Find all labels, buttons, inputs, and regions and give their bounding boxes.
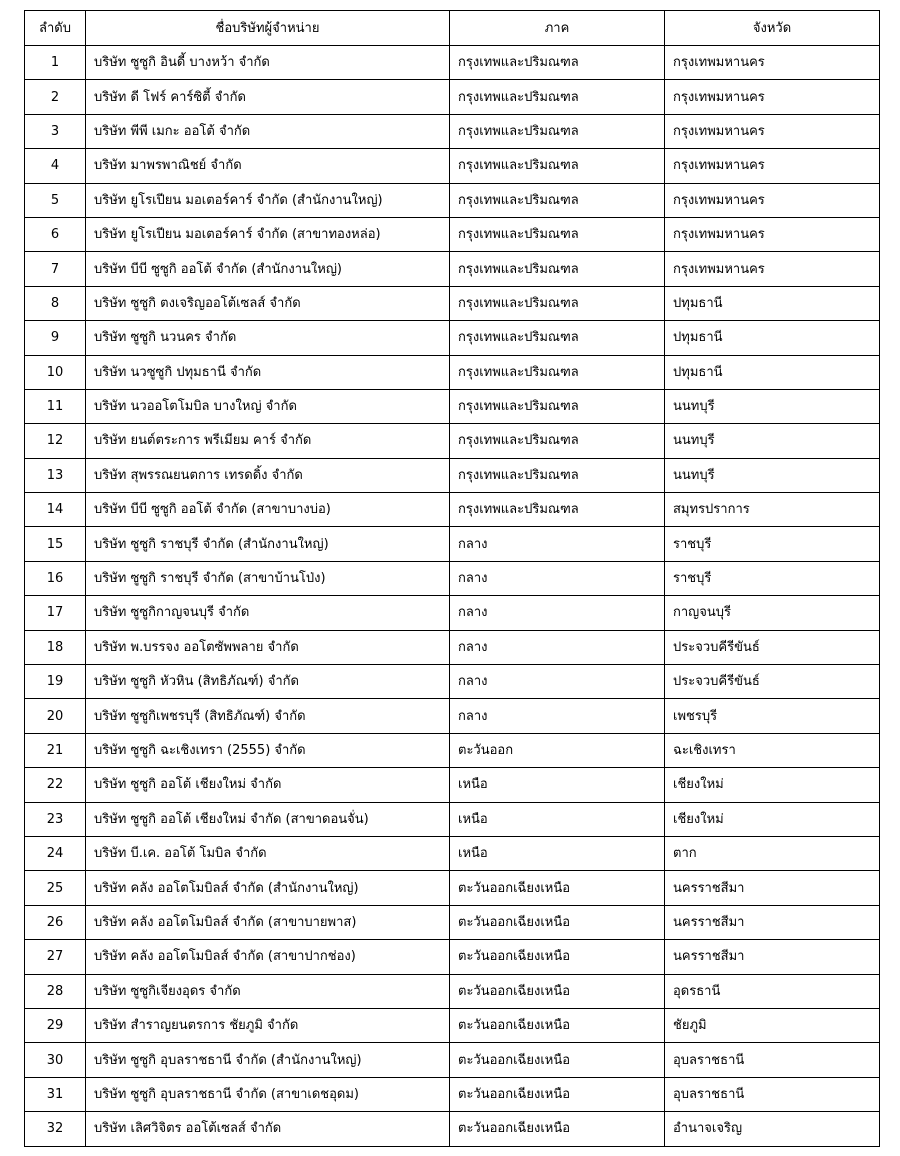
table-row <box>25 493 880 527</box>
cell-company-name: บริษัท ซูซูกิ ราชบุรี จำกัด (สาขาบ้านโป่ง) <box>86 561 450 595</box>
cell-region: กรุงเทพและปริมณฑล <box>450 355 665 389</box>
cell-province: นนทบุรี <box>665 389 880 423</box>
cell-province: นครราชสีมา <box>665 940 880 974</box>
table-row <box>25 80 880 114</box>
cell-province: กรุงเทพมหานคร <box>665 149 880 183</box>
cell-region: กรุงเทพและปริมณฑล <box>450 252 665 286</box>
cell-no: 7 <box>25 252 86 286</box>
cell-company-name: บริษัท ซูซูกิ ออโต้ เชียงใหม่ จำกัด <box>86 768 450 802</box>
table-row <box>25 802 880 836</box>
cell-company-name: บริษัท บีบี ซูซูกิ ออโต้ จำกัด (สาขาบางบ่อ) <box>86 493 450 527</box>
table-row <box>25 940 880 974</box>
cell-company-name: บริษัท ซูซูกิ ตงเจริญออโต้เซลส์ จำกัด <box>86 286 450 320</box>
table-row <box>25 1008 880 1042</box>
cell-region: ตะวันออกเฉียงเหนือ <box>450 1112 665 1146</box>
cell-region: กรุงเทพและปริมณฑล <box>450 114 665 148</box>
header-name: ชื่อบริษัทผู้จำหน่าย <box>86 11 450 46</box>
cell-company-name: บริษัท ซูซูกิ ราชบุรี จำกัด (สำนักงานใหญ่) <box>86 527 450 561</box>
cell-region: กรุงเทพและปริมณฑล <box>450 217 665 251</box>
dealer-table <box>24 10 880 1147</box>
cell-company-name: บริษัท บีบี ซูซูกิ ออโต้ จำกัด (สำนักงานใหญ่) <box>86 252 450 286</box>
table-row <box>25 355 880 389</box>
cell-company-name: บริษัท ยนต์ตระการ พรีเมียม คาร์ จำกัด <box>86 424 450 458</box>
cell-company-name: บริษัท พีพี เมกะ ออโต้ จำกัด <box>86 114 450 148</box>
table-row <box>25 114 880 148</box>
cell-province: กรุงเทพมหานคร <box>665 183 880 217</box>
cell-province: อุบลราชธานี <box>665 1043 880 1077</box>
cell-no: 2 <box>25 80 86 114</box>
cell-province: กรุงเทพมหานคร <box>665 217 880 251</box>
cell-no: 8 <box>25 286 86 320</box>
cell-region: เหนือ <box>450 836 665 870</box>
cell-region: ตะวันออกเฉียงเหนือ <box>450 1008 665 1042</box>
cell-province: ปทุมธานี <box>665 355 880 389</box>
cell-no: 31 <box>25 1077 86 1111</box>
table-row <box>25 630 880 664</box>
cell-company-name: บริษัท ซูซูกิเจียงอุดร จำกัด <box>86 974 450 1008</box>
table-row <box>25 768 880 802</box>
cell-no: 14 <box>25 493 86 527</box>
table-row <box>25 561 880 595</box>
header-no: ลำดับ <box>25 11 86 46</box>
cell-company-name: บริษัท นวซูซูกิ ปทุมธานี จำกัด <box>86 355 450 389</box>
cell-company-name: บริษัท ยูโรเปียน มอเตอร์คาร์ จำกัด (สาขาทองหล่อ) <box>86 217 450 251</box>
cell-province: ฉะเชิงเทรา <box>665 733 880 767</box>
cell-region: ตะวันออกเฉียงเหนือ <box>450 940 665 974</box>
cell-no: 23 <box>25 802 86 836</box>
cell-company-name: บริษัท พ.บรรจง ออโตซัพพลาย จำกัด <box>86 630 450 664</box>
cell-province: ปทุมธานี <box>665 286 880 320</box>
table-row <box>25 974 880 1008</box>
cell-province: เพชรบุรี <box>665 699 880 733</box>
table-row <box>25 183 880 217</box>
cell-company-name: บริษัท ซูซูกิ อินดี้ บางหว้า จำกัด <box>86 46 450 80</box>
cell-company-name: บริษัท คลัง ออโตโมบิลส์ จำกัด (สาขาปากช่อง) <box>86 940 450 974</box>
cell-no: 15 <box>25 527 86 561</box>
cell-company-name: บริษัท คลัง ออโตโมบิลส์ จำกัด (สำนักงานใหญ่) <box>86 871 450 905</box>
header-row <box>25 11 880 46</box>
cell-region: กรุงเทพและปริมณฑล <box>450 321 665 355</box>
table-row <box>25 389 880 423</box>
table-row <box>25 149 880 183</box>
cell-company-name: บริษัท ซูซูกิ อุบลราชธานี จำกัด (สำนักงานใหญ่) <box>86 1043 450 1077</box>
cell-province: อำนาจเจริญ <box>665 1112 880 1146</box>
table-row <box>25 1077 880 1111</box>
table-row <box>25 905 880 939</box>
cell-region: ตะวันออกเฉียงเหนือ <box>450 905 665 939</box>
cell-region: กรุงเทพและปริมณฑล <box>450 183 665 217</box>
cell-region: กรุงเทพและปริมณฑล <box>450 80 665 114</box>
cell-province: อุบลราชธานี <box>665 1077 880 1111</box>
table-row <box>25 46 880 80</box>
cell-province: อุดรธานี <box>665 974 880 1008</box>
cell-no: 12 <box>25 424 86 458</box>
table-row <box>25 665 880 699</box>
cell-no: 28 <box>25 974 86 1008</box>
cell-no: 26 <box>25 905 86 939</box>
table-row <box>25 596 880 630</box>
cell-region: กรุงเทพและปริมณฑล <box>450 424 665 458</box>
cell-no: 17 <box>25 596 86 630</box>
cell-no: 6 <box>25 217 86 251</box>
cell-region: กลาง <box>450 699 665 733</box>
cell-no: 21 <box>25 733 86 767</box>
cell-region: ตะวันออกเฉียงเหนือ <box>450 1077 665 1111</box>
cell-no: 32 <box>25 1112 86 1146</box>
table-row <box>25 871 880 905</box>
cell-province: นนทบุรี <box>665 424 880 458</box>
cell-province: เชียงใหม่ <box>665 802 880 836</box>
cell-region: กรุงเทพและปริมณฑล <box>450 458 665 492</box>
cell-province: ราชบุรี <box>665 561 880 595</box>
cell-region: กลาง <box>450 665 665 699</box>
cell-no: 25 <box>25 871 86 905</box>
cell-company-name: บริษัท ซูซูกิกาญจนบุรี จำกัด <box>86 596 450 630</box>
cell-no: 13 <box>25 458 86 492</box>
cell-province: นนทบุรี <box>665 458 880 492</box>
cell-province: กรุงเทพมหานคร <box>665 114 880 148</box>
cell-company-name: บริษัท ยูโรเปียน มอเตอร์คาร์ จำกัด (สำนักงานใหญ่) <box>86 183 450 217</box>
cell-company-name: บริษัท ซูซูกิ ออโต้ เชียงใหม่ จำกัด (สาขาดอนจั่น) <box>86 802 450 836</box>
table-row <box>25 321 880 355</box>
cell-region: กลาง <box>450 596 665 630</box>
cell-company-name: บริษัท ซูซูกิ หัวหิน (สิทธิภัณฑ์) จำกัด <box>86 665 450 699</box>
cell-province: นครราชสีมา <box>665 905 880 939</box>
cell-province: ประจวบคีรีขันธ์ <box>665 630 880 664</box>
cell-province: ราชบุรี <box>665 527 880 561</box>
cell-no: 4 <box>25 149 86 183</box>
table-row <box>25 252 880 286</box>
cell-region: ตะวันออกเฉียงเหนือ <box>450 974 665 1008</box>
header-region: ภาค <box>450 11 665 46</box>
cell-no: 16 <box>25 561 86 595</box>
table-row <box>25 1043 880 1077</box>
cell-company-name: บริษัท ซูซูกิ อุบลราชธานี จำกัด (สาขาเดชอุดม) <box>86 1077 450 1111</box>
cell-company-name: บริษัท คลัง ออโตโมบิลส์ จำกัด (สาขาบายพาส) <box>86 905 450 939</box>
cell-no: 5 <box>25 183 86 217</box>
cell-region: กรุงเทพและปริมณฑล <box>450 286 665 320</box>
cell-no: 29 <box>25 1008 86 1042</box>
table-row <box>25 217 880 251</box>
table-header <box>25 11 880 46</box>
cell-no: 1 <box>25 46 86 80</box>
cell-company-name: บริษัท สุพรรณยนตการ เทรดดิ้ง จำกัด <box>86 458 450 492</box>
cell-province: กรุงเทพมหานคร <box>665 46 880 80</box>
cell-no: 27 <box>25 940 86 974</box>
cell-no: 24 <box>25 836 86 870</box>
cell-province: ตาก <box>665 836 880 870</box>
table-row <box>25 836 880 870</box>
table-row <box>25 733 880 767</box>
cell-company-name: บริษัท ดี โฟร์ คาร์ซิตี้ จำกัด <box>86 80 450 114</box>
cell-region: กรุงเทพและปริมณฑล <box>450 149 665 183</box>
cell-region: กรุงเทพและปริมณฑล <box>450 389 665 423</box>
cell-company-name: บริษัท ซูซูกิเพชรบุรี (สิทธิภัณฑ์) จำกัด <box>86 699 450 733</box>
cell-region: ตะวันออกเฉียงเหนือ <box>450 1043 665 1077</box>
cell-no: 19 <box>25 665 86 699</box>
cell-region: กลาง <box>450 561 665 595</box>
cell-company-name: บริษัท บี.เค. ออโต้ โมบิล จำกัด <box>86 836 450 870</box>
cell-company-name: บริษัท ซูซูกิ นวนคร จำกัด <box>86 321 450 355</box>
cell-province: สมุทรปราการ <box>665 493 880 527</box>
cell-company-name: บริษัท เลิศวิจิตร ออโต้เซลส์ จำกัด <box>86 1112 450 1146</box>
cell-company-name: บริษัท นวออโตโมบิล บางใหญ่ จำกัด <box>86 389 450 423</box>
cell-company-name: บริษัท สำราญยนตรการ ชัยภูมิ จำกัด <box>86 1008 450 1042</box>
cell-region: ตะวันออก <box>450 733 665 767</box>
table-row <box>25 699 880 733</box>
cell-no: 22 <box>25 768 86 802</box>
cell-region: ตะวันออกเฉียงเหนือ <box>450 871 665 905</box>
cell-province: กรุงเทพมหานคร <box>665 80 880 114</box>
cell-no: 20 <box>25 699 86 733</box>
cell-province: กรุงเทพมหานคร <box>665 252 880 286</box>
cell-region: กลาง <box>450 527 665 561</box>
table-row <box>25 286 880 320</box>
table-row <box>25 424 880 458</box>
cell-company-name: บริษัท ซูซูกิ ฉะเชิงเทรา (2555) จำกัด <box>86 733 450 767</box>
cell-no: 30 <box>25 1043 86 1077</box>
cell-province: ชัยภูมิ <box>665 1008 880 1042</box>
cell-region: เหนือ <box>450 802 665 836</box>
header-province: จังหวัด <box>665 11 880 46</box>
table-row <box>25 527 880 561</box>
cell-province: นครราชสีมา <box>665 871 880 905</box>
table-row <box>25 458 880 492</box>
cell-province: ปทุมธานี <box>665 321 880 355</box>
cell-no: 11 <box>25 389 86 423</box>
cell-no: 9 <box>25 321 86 355</box>
cell-no: 3 <box>25 114 86 148</box>
cell-region: กรุงเทพและปริมณฑล <box>450 493 665 527</box>
cell-province: เชียงใหม่ <box>665 768 880 802</box>
cell-region: กรุงเทพและปริมณฑล <box>450 46 665 80</box>
cell-province: กาญจนบุรี <box>665 596 880 630</box>
cell-region: กลาง <box>450 630 665 664</box>
cell-no: 10 <box>25 355 86 389</box>
cell-province: ประจวบคีรีขันธ์ <box>665 665 880 699</box>
table-row <box>25 1112 880 1146</box>
table-body <box>25 46 880 1147</box>
cell-company-name: บริษัท มาพรพาณิชย์ จำกัด <box>86 149 450 183</box>
cell-region: เหนือ <box>450 768 665 802</box>
cell-no: 18 <box>25 630 86 664</box>
